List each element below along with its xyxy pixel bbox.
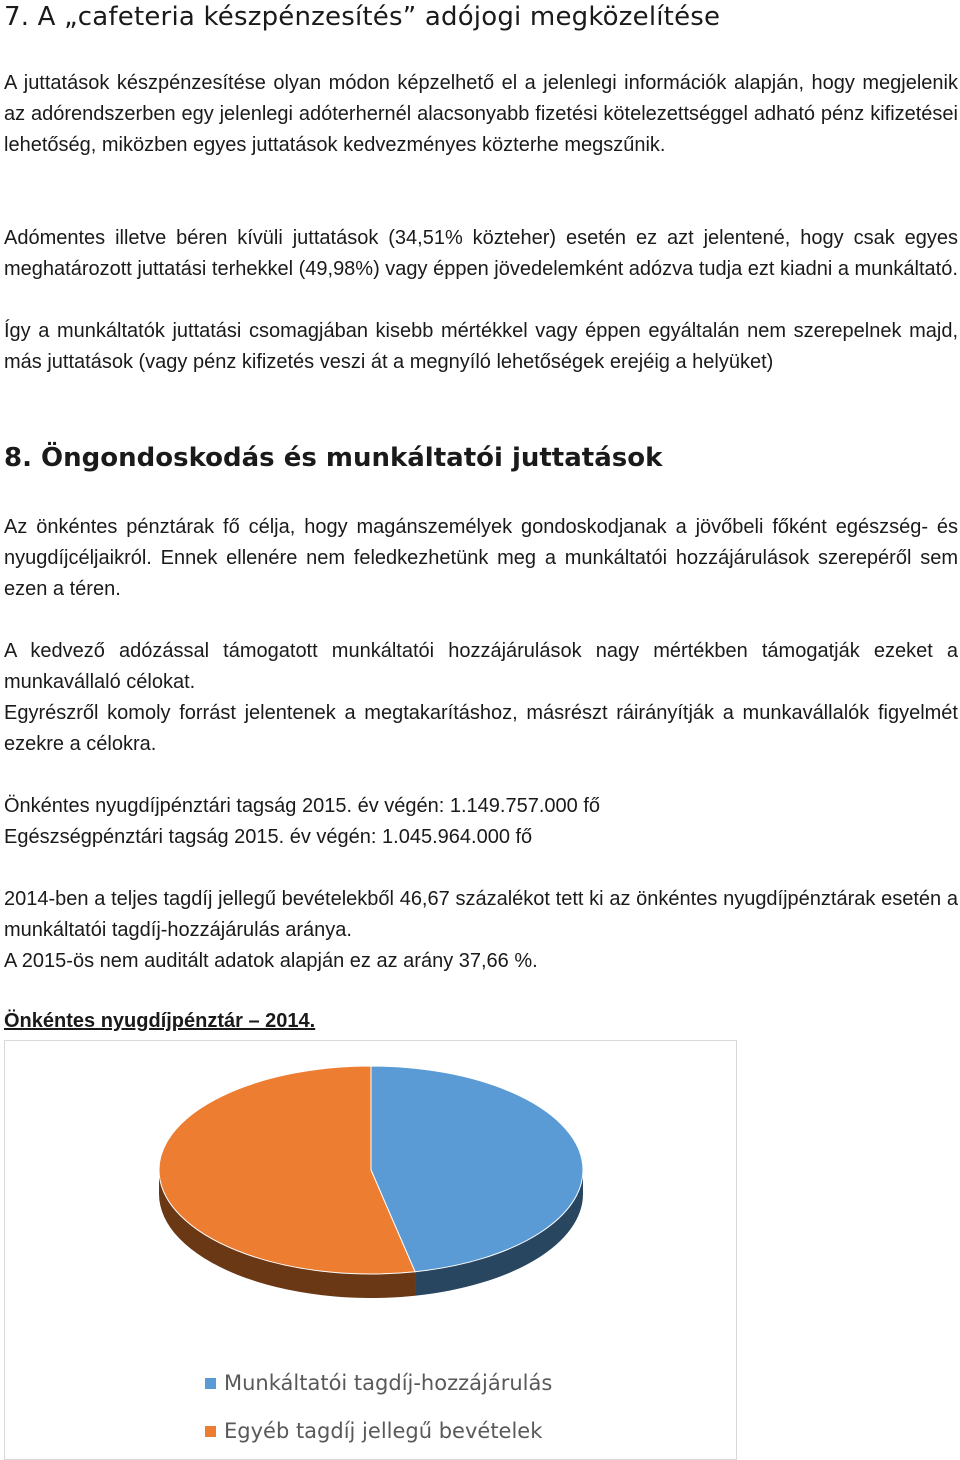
section-7-paragraph-3: Így a munkáltatók juttatási csomagjában kisebb mértékkel vagy éppen egyáltalán nem szerepelnek majd, más juttatások (vagy pénz kifizetés veszi át a megnyíló lehetőségek erejéig a helyüket) (4, 320, 958, 373)
section-8-paragraph-4: 2014-ben a teljes tagdíj jellegű bevételekből 46,67 százalékot tett ki az önkéntes nyugdíjpénztárak esetén a munkáltatói tagdíj-hozzájárulás aránya. (4, 888, 958, 941)
legend-swatch-1 (205, 1378, 216, 1389)
section-8-paragraph-2: A kedvező adózással támogatott munkáltatói hozzájárulások nagy mértékben támogatják ezeket a munkavállaló célokat. (4, 640, 958, 693)
chart-heading: Önkéntes nyugdíjpénztár – 2014. (4, 1010, 316, 1032)
section-7-title: 7. A „cafeteria készpénzesítés” adójogi megközelítése (4, 2, 721, 32)
legend-item-1 (205, 1359, 552, 1407)
pie-chart-container (4, 1040, 737, 1460)
legend-label-1: Munkáltatói tagdíj-hozzájárulás (224, 1371, 553, 1395)
legend-label-2: Egyéb tagdíj jellegű bevételek (224, 1419, 543, 1443)
chart-legend (205, 1359, 552, 1455)
legend-item-2 (205, 1407, 552, 1455)
section-7-paragraph-2: Adómentes illetve béren kívüli juttatások (34,51% közteher) esetén ez azt jelentené, hogy csak egyes meghatározott juttatási terhekkel (49,98%) vagy éppen jövedelemként adózva tudja ezt kiadni a munkáltató. (4, 227, 958, 280)
section-7-paragraph-1: A juttatások készpénzesítése olyan módon képzelhető el a jelenlegi információk alapján, hogy megjelenik az adórendszerben egy jelenlegi adóterhernél alacsonyabb fizetési kötelezettséggel adható pénz kifizetései lehetőség, miközben egyes juttatások kedvezményes közterhe megszűnik. (4, 72, 958, 156)
stat-health-membership: Egészségpénztári tagság 2015. év végén: 1.045.964.000 fő (4, 826, 533, 848)
stat-pension-membership: Önkéntes nyugdíjpénztári tagság 2015. év végén: 1.149.757.000 fő (4, 795, 600, 817)
section-8-paragraph-3: Egyrészről komoly forrást jelentenek a megtakarításhoz, másrészt ráirányítják a munkavállalók figyelmét ezekre a célokra. (4, 702, 958, 755)
section-8-paragraph-1: Az önkéntes pénztárak fő célja, hogy magánszemélyek gondoskodjanak a jövőbeli főként egészség- és nyugdíjcéljaikról. Ennek ellenére nem feledkezhetünk meg a munkáltatói hozzájárulások szerepéről sem ezen a téren. (4, 516, 958, 600)
section-8-paragraph-5: A 2015-ös nem auditált adatok alapján ez az arány 37,66 %. (4, 950, 538, 972)
section-8-title: 8. Öngondoskodás és munkáltatói juttatások (4, 443, 663, 473)
legend-swatch-2 (205, 1426, 216, 1437)
